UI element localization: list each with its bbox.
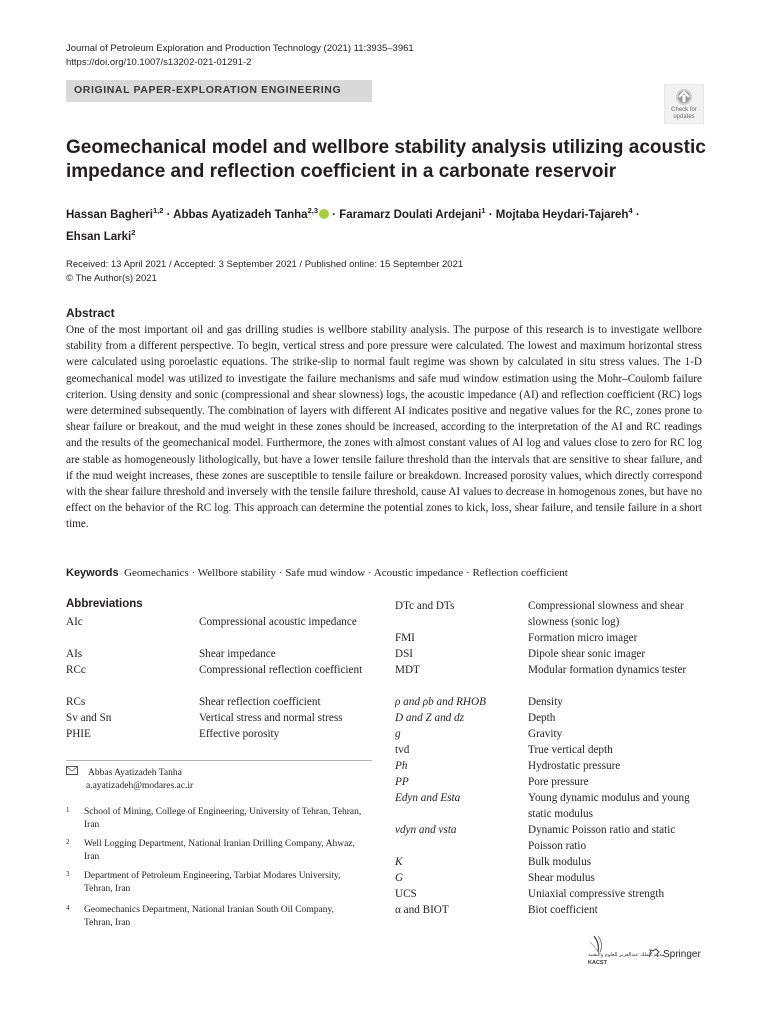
affiliation-text: Department of Petroleum Engineering, Tarbiat Modares University, Tehran, Iran — [84, 871, 341, 894]
affiliation-text: School of Mining, College of Engineering, University of Tehran, Tehran, Iran — [84, 807, 362, 830]
abbreviation-term: Sv and Sn — [66, 712, 112, 724]
abbreviation-definition: Dynamic Poisson ratio and static Poisson ratio — [528, 824, 676, 853]
author-name[interactable]: Faramarz Doulati Ardejani — [339, 208, 482, 221]
keywords-list: Geomechanics · Wellbore stability · Safe mud window · Acoustic impedance · Reflection coefficient — [124, 567, 568, 579]
abbreviation-term: Ph — [395, 760, 408, 772]
affiliation-text: Well Logging Department, National Iranian Drilling Company, Ahwaz, Iran — [84, 839, 355, 862]
affiliation-number: 2 — [66, 838, 70, 846]
abbreviation-definition: True vertical depth — [528, 744, 613, 756]
affiliation-text: Geomechanics Department, National Iranian South Oil Company, Tehran, Iran — [84, 905, 335, 928]
abbreviation-term: PHIE — [66, 728, 91, 740]
abbreviation-definition: Shear reflection coefficient — [199, 696, 321, 708]
author-affil-sup: 4 — [628, 206, 633, 215]
abbreviation-term: UCS — [395, 888, 417, 900]
article-title: Geomechanical model and wellbore stability analysis utilizing acoustic impedance and reflection coefficient in a carbonate reservoir — [66, 137, 706, 182]
abbreviation-term: ρ and ρb and RHOB — [395, 696, 486, 708]
abbreviation-definition: Depth — [528, 712, 556, 724]
abbreviation-definition: Bulk modulus — [528, 856, 592, 868]
abbreviation-definition: Hydrostatic pressure — [528, 760, 621, 772]
abbreviation-definition: Young dynamic modulus and young static modulus — [528, 792, 690, 821]
envelope-icon — [66, 766, 78, 775]
check-for-updates-label: Check for updates — [671, 107, 697, 120]
publisher-name: Springer — [663, 949, 701, 960]
abbreviation-term: AIc — [66, 616, 83, 628]
abbreviation-definition: Formation micro imager — [528, 632, 638, 644]
abbreviation-term: DSI — [395, 648, 414, 660]
affiliation-number: 4 — [66, 904, 70, 912]
article-category-banner — [66, 80, 372, 102]
abbreviation-definition: Shear modulus — [528, 872, 595, 884]
copyright-notice: © The Author(s) 2021 — [66, 273, 157, 284]
abbreviation-definition: Pore pressure — [528, 776, 589, 788]
author-name[interactable]: Abbas Ayatizadeh Tanha — [173, 208, 308, 221]
abbreviation-definition: Uniaxial compressive strength — [528, 888, 665, 900]
abbreviation-term: MDT — [395, 664, 420, 676]
contact-email[interactable]: a.ayatizadeh@modares.ac.ir — [86, 781, 194, 791]
article-category: ORIGINAL PAPER-EXPLORATION ENGINEERING — [74, 84, 342, 96]
kacst-arabic-text: مدينة الملك عبدالعزيز للعلوم والتقنية — [588, 952, 665, 958]
abbreviation-term: g — [395, 728, 401, 740]
author-affil-sup: 2 — [131, 227, 136, 237]
abbreviation-term: RCs — [66, 696, 86, 708]
abbreviation-term: D and Z and dz — [395, 712, 464, 724]
author-affil-sup: 2,3 — [307, 206, 319, 215]
footnote-divider — [66, 760, 372, 761]
abbreviation-definition: Modular formation dynamics tester — [528, 664, 687, 676]
kacst-latin-text: KACST — [588, 960, 607, 966]
author-name[interactable]: Hassan Bagheri — [66, 208, 153, 221]
abbreviation-term: DTc and DTs — [395, 600, 455, 612]
abbreviation-term: G — [395, 872, 404, 884]
abbreviation-definition: Biot coefficient — [528, 904, 598, 916]
abbreviation-term: RCc — [66, 664, 86, 676]
contact-name: Abbas Ayatizadeh Tanha — [88, 768, 182, 778]
abbreviation-definition: Compressional reflection coefficient — [199, 664, 363, 676]
abbreviation-definition: Compressional slowness and shear slowness (sonic log) — [528, 600, 684, 629]
abbreviation-definition: Vertical stress and normal stress — [199, 712, 343, 724]
article-dates: Received: 13 April 2021 / Accepted: 3 September 2021 / Published online: 15 September 2021 — [66, 259, 464, 270]
abbreviation-term: tvd — [395, 744, 410, 756]
abstract-heading: Abstract — [66, 306, 115, 320]
keywords — [66, 565, 706, 581]
affiliation-number: 3 — [66, 870, 70, 878]
author-name[interactable]: Ehsan Larki — [66, 230, 132, 243]
author-affil-sup: 1,2 — [152, 206, 164, 215]
abbreviation-definition: Shear impedance — [199, 648, 276, 660]
abbreviation-term: FMI — [395, 632, 415, 644]
kacst-logo — [586, 934, 665, 968]
abbreviation-definition: Gravity — [528, 728, 563, 740]
journal-citation: Journal of Petroleum Exploration and Production Technology (2021) 11:3935–3961 — [66, 43, 414, 54]
abbreviation-term: PP — [395, 776, 409, 788]
springer-logo — [648, 948, 701, 960]
doi-link[interactable]: https://doi.org/10.1007/s13202-021-01291-2 — [66, 57, 252, 68]
author-name[interactable]: Mojtaba Heydari-Tajareh — [495, 208, 629, 221]
abbreviation-definition: Compressional acoustic impedance — [199, 616, 357, 628]
abbreviation-definition: Effective porosity — [199, 728, 280, 740]
corresponding-author — [66, 766, 193, 793]
abbreviation-term: Edyn and Esta — [395, 792, 461, 804]
abbreviation-term: α and BIOT — [395, 904, 449, 916]
keywords-label: Keywords — [66, 567, 119, 579]
author-list: Hassan Bagheri$^{1,2}$ · Abbas Ayatizadeh Tanha$^{2,3}$ · Faramarz Doulati Ardejani$^1$ · Mojtaba Heydari-Tajareh$^4$ · Ehsan Larki$^2$ — [66, 206, 640, 243]
abbreviation-definition: Dipole shear sonic imager — [528, 648, 646, 660]
abbreviations-heading: Abbreviations — [66, 598, 143, 610]
abbreviation-term: AIs — [66, 648, 83, 660]
springer-horse-icon — [648, 948, 660, 958]
orcid-icon[interactable] — [319, 209, 329, 219]
author-affil-sup: 1 — [481, 206, 486, 215]
abbreviation-term: K — [395, 856, 403, 868]
abstract-body: One of the most important oil and gas drilling studies is wellbore stability analysis. The purpose of this research is to investigate wellbore stability from a different perspective. To begin, vertical stress and pore pressure were calculated. The lowest and maximum horizontal stress were calculated using poroelastic equations. The strike-slip to normal fault regime was shown by calculated in situ stress values. The 1-D geomechanical model was utilized to investigate the failure mechanisms and safe mud window estimation using the Mohr–Coulomb failure criterion. Using density and sonic (compressional and shear slowness) logs, the acoustic impedance (AI) and reflection coefficient (RC) logs were determined subsequently. The combination of layers with different AI indicates positive and negative values for the RC, zones prone to shear failure or breakout, and the mud weight in these zones should be increased, according to the interpretation of the AI and RC readings and the results of the geomechanical model. Furthermore, the zones with almost constant values of AI log and values close to zero for RC log are stable as homogeneously lithologically, but have a lower tensile failure threshold than the intervals that are sensitive to shear failure, and if the mud weight increases, these zones are susceptible to tensile failure or breakdown. Increased porosity values, which directly correspond with the shear failure threshold and inversely with the tensile failure threshold, cause AI values to decrease in homogenous zones, but have no effect on the behavior of the RC log. This approach can determine the potential zones to kick, loss, shear failure, and tensile failure in a short time. — [66, 324, 702, 531]
abbreviation-term: νdyn and νsta — [395, 824, 457, 836]
affiliation-number: 1 — [66, 806, 70, 814]
abbreviation-definition: Density — [528, 696, 563, 708]
check-for-updates-badge[interactable] — [664, 84, 704, 124]
